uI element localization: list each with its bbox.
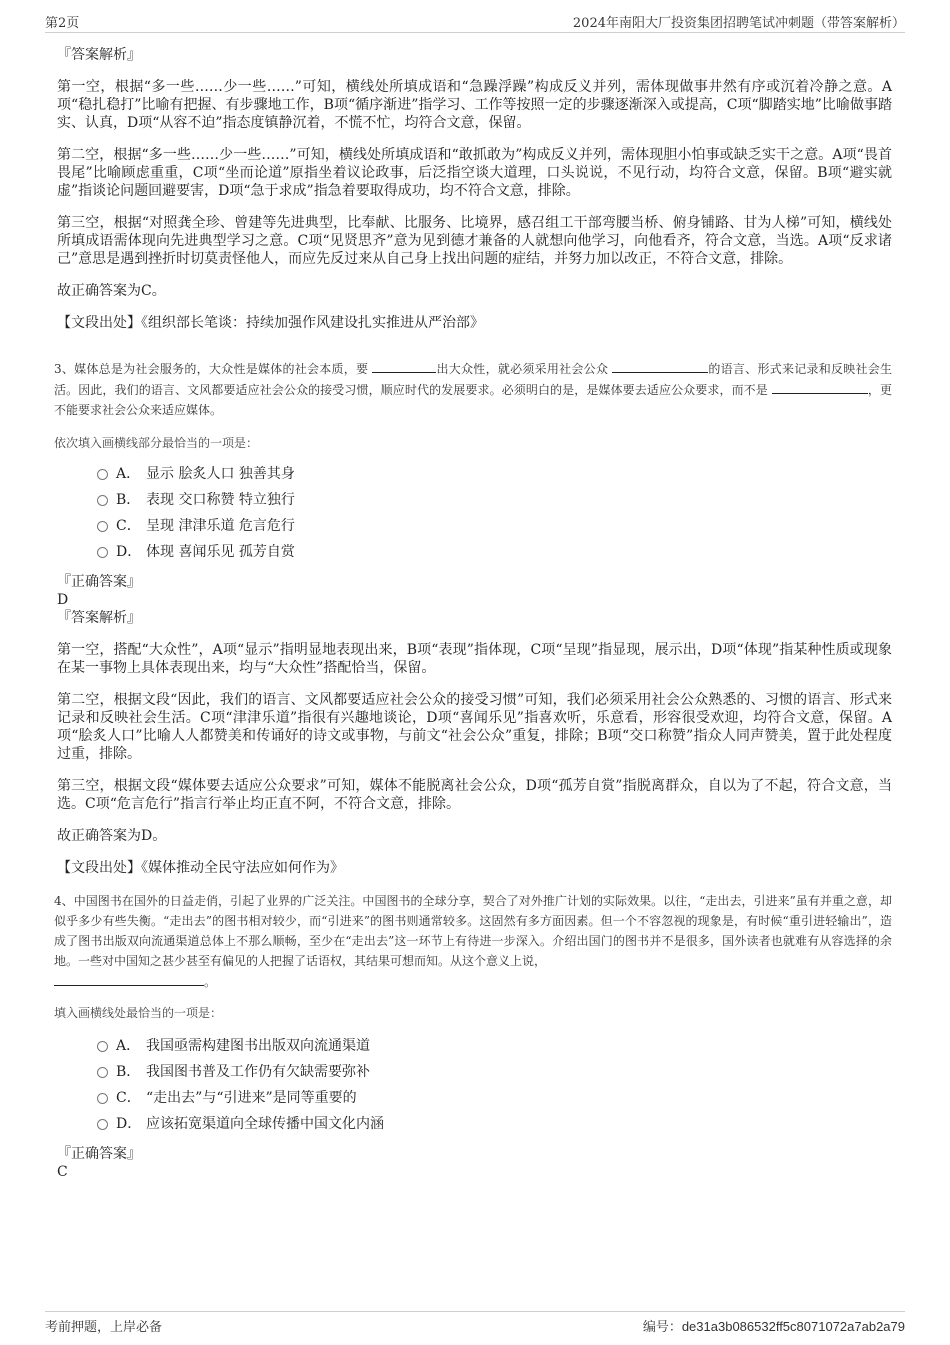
page-header [45,10,905,33]
analysis-heading: 『答案解析』 [57,47,141,63]
analysis-conclusion: 故正确答案为D。 [57,828,167,844]
radio-button[interactable] [97,495,108,506]
option-b[interactable]: B． 表现 交口称赞 特立独行 [97,487,892,513]
analysis-paragraph-1: 第一空，根据“多一些……少一些……”可知，横线处所填成语和“急躁浮躁”构成反义并列，需体现做事井然有序或沉着冷静之意。A项“稳扎稳打”比喻有把握、有步骤地工作，B项“循序渐进”指学习、工作等按照一定的步骤逐渐深入或提高，C项“脚踏实地”比喻做事踏实、认真，D项“从容不迫”指态度镇静沉着，不慌不忙，均符合文意，保留。 [57,79,892,131]
radio-button[interactable] [97,521,108,532]
option-c[interactable]: C． “走出去”与“引进来”是同等重要的 [97,1085,892,1111]
question-4-options [97,1033,892,1137]
blank-1 [372,358,436,373]
radio-button[interactable] [97,547,108,558]
document-id: 编号：de31a3b086532ff5c8071072a7ab2a79 [642,1319,905,1335]
question-3-text: 3、媒体总是为社会服务的，大众性是媒体的社会本质，要 出大众性，就必须采用社会公众 的语言、形式来记录和反映社会生活。因此，我们的语言、文风都要适应社会公众的接受习惯，顺应时代的发展要求。必须明白的是，是媒体要去适应公众要求，而不是 ，更不能要求社会公众来适应媒体。 [54,358,892,420]
correct-answer: D [57,592,69,608]
analysis-conclusion: 故正确答案为C。 [57,283,166,299]
option-d[interactable]: D． 体现 喜闻乐见 孤芳自赏 [97,539,892,565]
blank-1 [54,971,204,986]
question-3-prompt: 依次填入画横线部分最恰当的一项是： [54,436,259,450]
correct-answer-heading: 『正确答案』 [57,574,141,590]
page-content [54,46,892,1181]
option-a[interactable]: A． 显示 脍炙人口 独善其身 [97,461,892,487]
question-3-options [97,461,892,565]
page-number: 第2页 [45,16,80,31]
correct-answer: C [57,1164,68,1180]
question-4-prompt: 填入画横线处最恰当的一项是： [54,1006,223,1020]
analysis-paragraph-2: 第二空，根据文段“因此，我们的语言、文风都要适应社会公众的接受习惯”可知，我们必须采用社会公众熟悉的、习惯的语言、形式来记录和反映社会生活。C项“津津乐道”指很有兴趣地谈论，D项“喜闻乐见”指喜欢听，乐意看，形容很受欢迎，均符合文意，保留。A项“脍炙人口”比喻人人都赞美和传诵好的诗文或事物，与前文“社会公众”重复，排除；B项“交口称赞”指众人同声赞美，置于此处程度过重，排除。 [57,692,892,762]
analysis-heading: 『答案解析』 [57,610,141,626]
radio-button[interactable] [97,1093,108,1104]
blank-3 [772,379,868,394]
radio-button[interactable] [97,469,108,480]
analysis-paragraph-1: 第一空，搭配“大众性”，A项“显示”指明显地表现出来，B项“表现”指体现，C项“呈现”指显现，展示出，D项“体现”指某种性质或现象在某一事物上具体表现出来，均与“大众性”搭配恰当，保留。 [57,642,892,676]
radio-button[interactable] [97,1119,108,1130]
footer-slogan: 考前押题，上岸必备 [45,1320,163,1335]
analysis-paragraph-2: 第二空，根据“多一些……少一些……”可知，横线处所填成语和“敢抓敢为”构成反义并列，需体现胆小怕事或缺乏实干之意。A项“畏首畏尾”比喻顾虑重重，C项“坐而论道”原指坐着议论政事，后泛指空谈大道理，口头说说，不见行动，均符合文意，保留。B项“避实就虚”指谈论问题回避要害，D项“急于求成”指急着要取得成功，均不符合文意，排除。 [57,147,892,199]
document-title: 2024年南阳大厂投资集团招聘笔试冲刺题（带答案解析） [572,16,905,31]
source-citation: 【文段出处】《媒体推动全民守法应如何作为》 [57,860,344,876]
question-4-text: 4、中国图书在国外的日益走俏，引起了业界的广泛关注。中国图书的全球分享，契合了对外推广计划的实际效果。以往，“走出去，引进来”虽有并重之意，却似乎多少有些失衡。“走出去”的图书相对较少，而“引进来”的图书则通常较多。这固然有多方面因素。但一个不容忽视的现象是，有时候“重引进轻输出”，造成了图书出版双向流通渠道总体上不那么顺畅，至少在“走出去”这一环节上有待进一步深入。介绍出国门的图书并不是很多，国外读者也就难有从容选择的余地。一些对中国知之甚少甚至有偏见的人把握了话语权，其结果可想而知。从这个意义上说， 。 [54,894,892,989]
option-c[interactable]: C． 呈现 津津乐道 危言危行 [97,513,892,539]
option-a[interactable]: A． 我国亟需构建图书出版双向流通渠道 [97,1033,892,1059]
analysis-paragraph-3: 第三空，根据“对照龚全珍、曾建等先进典型，比奉献、比服务、比境界，感召组工干部弯腰当桥、俯身铺路、甘为人梯”可知，横线处所填成语需体现向先进典型学习之意。C项“见贤思齐”意为见到德才兼备的人就想向他学习，向他看齐，符合文意，当选。A项“反求诸己”意思是遇到挫折时切莫责怪他人，而应先反过来从自己身上找出问题的症结，并努力加以改正，不符合文意，排除。 [57,215,892,267]
option-d[interactable]: D． 应该拓宽渠道向全球传播中国文化内涵 [97,1111,892,1137]
radio-button[interactable] [97,1067,108,1078]
blank-2 [612,358,708,373]
page-footer [45,1311,905,1334]
analysis-paragraph-3: 第三空，根据文段“媒体要去适应公众要求”可知，媒体不能脱离社会公众，D项“孤芳自赏”指脱离群众，自以为了不起，符合文意，当选。C项“危言危行”指言行举止均正直不阿，不符合文意，排除。 [57,778,892,812]
option-b[interactable]: B． 我国图书普及工作仍有欠缺需要弥补 [97,1059,892,1085]
correct-answer-heading: 『正确答案』 [57,1146,141,1162]
radio-button[interactable] [97,1041,108,1052]
source-citation: 【文段出处】《组织部长笔谈：持续加强作风建设扎实推进从严治部》 [57,315,484,331]
